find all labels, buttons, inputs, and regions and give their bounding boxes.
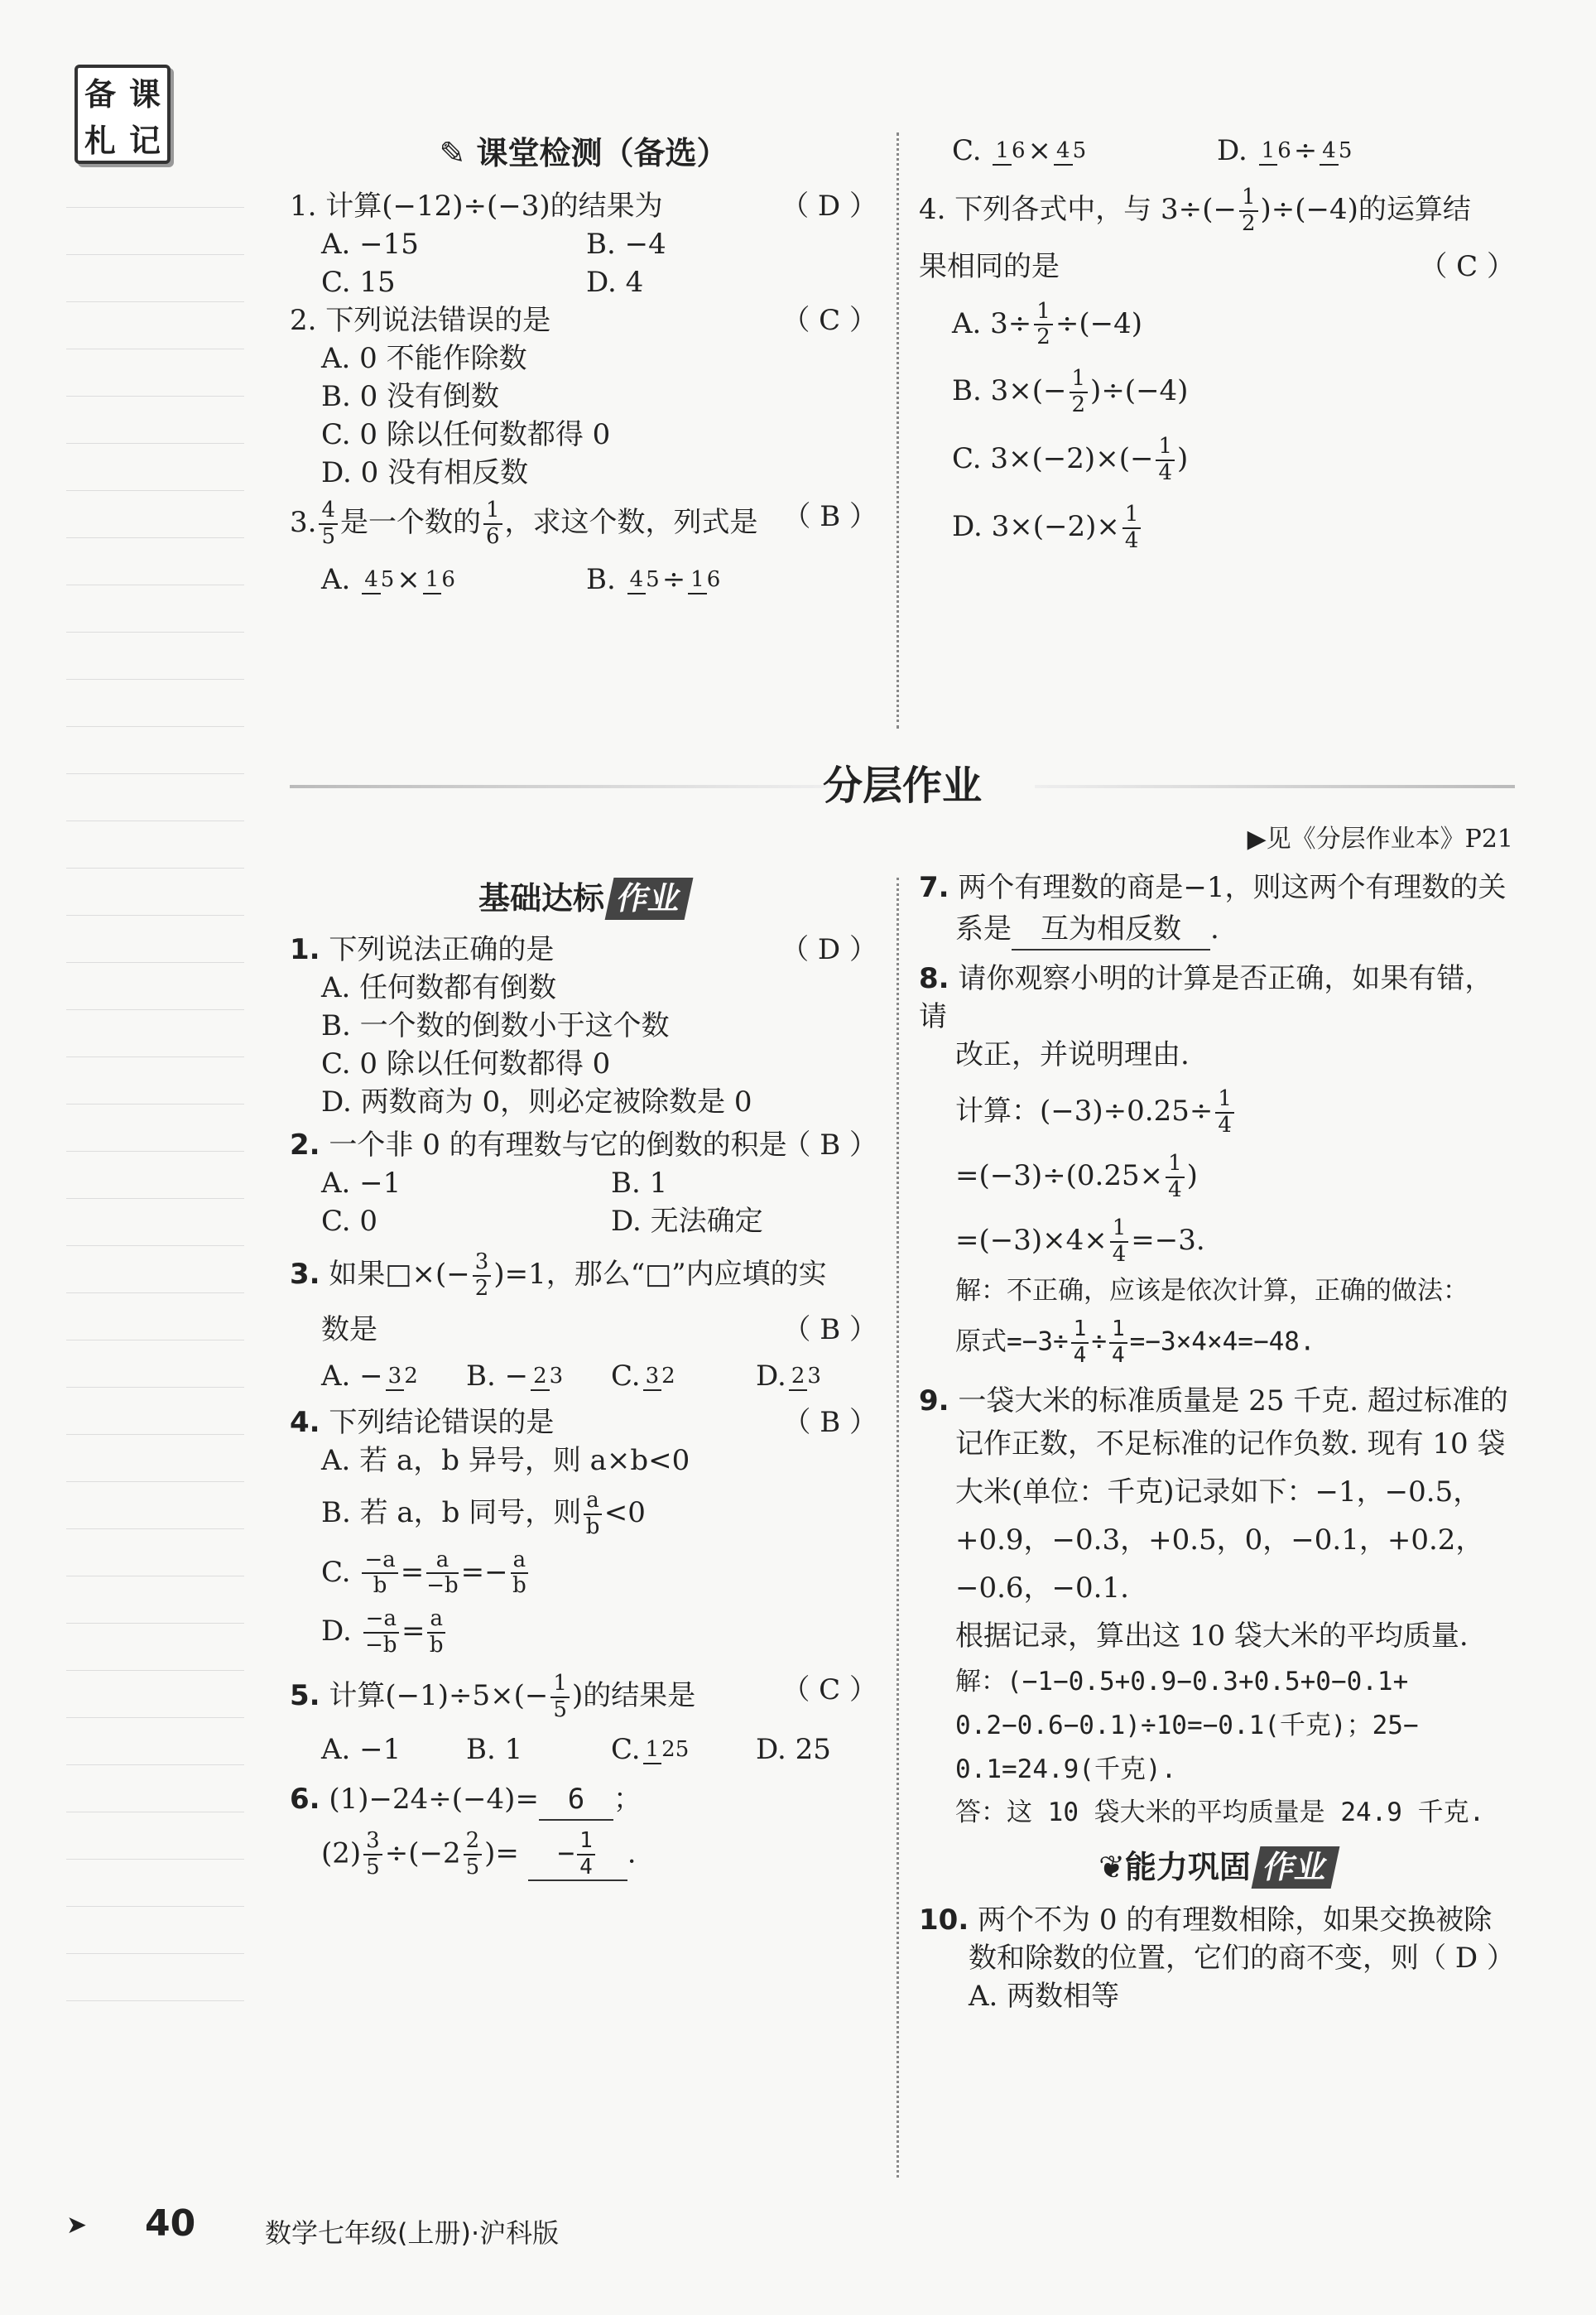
lower-right: 7. 两个有理数的商是−1，则这两个有理数的关 系是 互为相反数 . 8. 请你观察小明的计算是否正确，如果有错，请 改正，并说明理由. 计算：(−3)÷0.25÷ $\frac{1}{4}$ =(−3)÷(0.25× $\frac{1}{4}$ ) =(−3)×4× $\frac{1}{4}$ =−3. 解：不正确，应该是依次计算，正确的做法： 原式=−3÷ $\frac{1}{4}$ ÷ $\frac{1}{4}$ =−3×4×4=−48. 9. 一袋大米的标准质量是 25 千克. 超过标准的 记作正数，不足标准的记作负数. 现有 10 袋 大米(单位：千克)记录如下：−1，−0.5， +0.9，−0.3，+0.5，0，−0.1，+0.2， −0.6，−0.1. 根据记录，算出这 10 袋大米的平均质量. 解：(−1−0.5+0.9−0.3+0.5+0−0.1+ 0.2−0.6−0.1)÷10=−0.1(千克)；25− 0.1=24.9(千克). 答：这 10 袋大米的平均质量是 24.9 千克. ❦能力巩固 作业 10. 两个不为 0 的有理数相除，如果交换被除 数和除数的位置，它们的商不变，则 （ D ） A. 两数相等 — [919, 871, 1515, 2014]
column-divider — [897, 878, 899, 2178]
cc-q4: 4. 下列各式中，与 3÷(− $\frac{1}{2}$ )÷(−4)的运算结 — [919, 184, 1471, 236]
option: A. 3÷ $\frac{1}{2}$ ÷(−4) — [952, 298, 1142, 350]
stamp-char: 札 — [84, 122, 116, 159]
leaf-icon: ❦ — [1098, 1849, 1125, 1886]
homework-tag: 作业 — [1251, 1846, 1339, 1889]
page-number: 40 — [145, 2202, 196, 2245]
answer-blank: 6 — [539, 1781, 613, 1821]
question-text: 1. 计算(−12)÷(−3)的结果为 — [290, 190, 663, 224]
option: D. 4 — [586, 266, 644, 300]
answer: （ D ） — [781, 190, 877, 224]
answer: （ C ） — [1419, 249, 1515, 283]
column-divider — [897, 132, 899, 729]
stamp-char: 课 — [128, 75, 161, 113]
answer: （ B ） — [782, 500, 877, 534]
basic-section: 基础达标 作业 1. 下列说法正确的是 （ D ） A. 任何数都有倒数 B. 一个数的倒数小于这个数 C. 0 除以任何数都得 0 D. 两数商为 0，则必定被除数是 0 2. 一个非 0 的有理数与它的倒数的积是 （ B ） A. −1 B. 1 C. 0 D. 无法确定 3. 如果□×(− $\frac{3}{2}$ )=1，那么“□”内应填的实 数是 （ B ） A. − 3 2 B. − 2 3 C. 3 2 D. 2 3 4. 下列结论错误的是 （ B ） A. 若 a，b 异号，则 a×b<0 B. 若 a，b 同号，则 $\frac{a}{b}$ <0 C. $\frac{-a}{b}$ = $\frac{a}{-b}$ =− $\frac{a}{b}$ D. $\frac{-a}{-b}$ = $\frac{a}{b}$ 5. 计算(−1)÷5×(− $\frac{1}{5}$ )的结果是 （ C ） A. −1 B. 1 C. 1 25 D. 25 6. (1)−24÷(−4)= 6 ； (2) $\frac{3}{5}$ ÷(−2 $\frac{2}{5}$ )= − $\frac{1}{4}$ . — [290, 878, 877, 1881]
class-check-title: 课堂检测（备选） — [476, 135, 728, 171]
cc-q3: 3. $\frac{4}{5}$ 是一个数的 $\frac{1}{6}$ ，求这个数，列式是 （ B ） — [290, 498, 877, 550]
lesson-notes-stamp — [75, 65, 171, 164]
class-check-right: C. 1 6× 4 5 D. 1 6÷ 4 5 4. 下列各式中，与 3÷(− $\frac{1}{2}$ )÷(−4)的运算结 果相同的是 （ C ） A. 3÷ $\frac{1}{2}$ ÷(−4) B. 3×(− $\frac{1}{2}$ )÷(−4) C. 3×(−2)×(− $\frac{1}{4}$ ) D. 3×(−2)× $\frac{1}{4}$ — [919, 134, 1515, 553]
section-header — [290, 753, 1515, 820]
homework-tag: 作业 — [605, 878, 694, 920]
option: C. 15 — [321, 266, 396, 300]
handwritten-solution: 解：不正确，应该是依次计算，正确的做法： — [955, 1275, 1469, 1306]
class-check — [290, 132, 877, 599]
option: B. −4 — [586, 228, 666, 262]
section-ref: ▶见《分层作业本》P21 — [1247, 825, 1513, 854]
cc-q2 — [290, 302, 877, 340]
pencil-icon: ✎ — [439, 135, 466, 171]
notes-lines — [66, 207, 244, 2048]
answer: （ C ） — [781, 1673, 877, 1707]
option: A. 0 不能作除数 — [321, 341, 527, 375]
option: C. 0 除以任何数都得 0 — [321, 417, 611, 451]
option: B. 3×(− $\frac{1}{2}$ )÷(−4) — [952, 366, 1189, 418]
handwritten-solution: 解：(−1−0.5+0.9−0.3+0.5+0−0.1+ — [955, 1667, 1409, 1697]
answer-blank: 互为相反数 — [1012, 911, 1210, 951]
section-title: 分层作业 — [822, 763, 982, 809]
answer: （ C ） — [781, 303, 877, 337]
option: D. 0 没有相反数 — [321, 455, 529, 489]
stamp-char: 记 — [128, 122, 161, 159]
cc-q3-options: A. 4 5× 1 6 B. 4 5÷ 1 6 — [321, 563, 721, 597]
answer: （ B ） — [782, 1128, 877, 1162]
stamp-char: 备 — [84, 75, 116, 113]
question-text: 2. 下列说法错误的是 — [290, 303, 551, 337]
answer: （ B ） — [782, 1313, 877, 1347]
book-title: 数学七年级(上册)·沪科版 — [265, 2217, 560, 2249]
option: C. 3×(−2)×(− $\frac{1}{4}$ ) — [952, 434, 1189, 486]
option: A. −15 — [321, 228, 419, 262]
answer: （ D ） — [1418, 1942, 1515, 1976]
answer: （ D ） — [781, 933, 877, 967]
answer: （ B ） — [782, 1405, 877, 1439]
answer-blank: − $\frac{1}{4}$ — [528, 1829, 627, 1882]
cc-q1 — [290, 188, 877, 226]
basic-title: 基础达标 — [478, 880, 604, 917]
option: B. 0 没有倒数 — [321, 379, 500, 413]
option: D. 3×(−2)× $\frac{1}{4}$ — [919, 503, 1515, 554]
arrow-icon: ➤ — [66, 2211, 88, 2240]
footer — [66, 2202, 560, 2260]
ability-title: 能力巩固 — [1124, 1849, 1251, 1886]
cc-q3-options-cd: C. 1 6× 4 5 D. 1 6÷ 4 5 — [952, 134, 1353, 167]
